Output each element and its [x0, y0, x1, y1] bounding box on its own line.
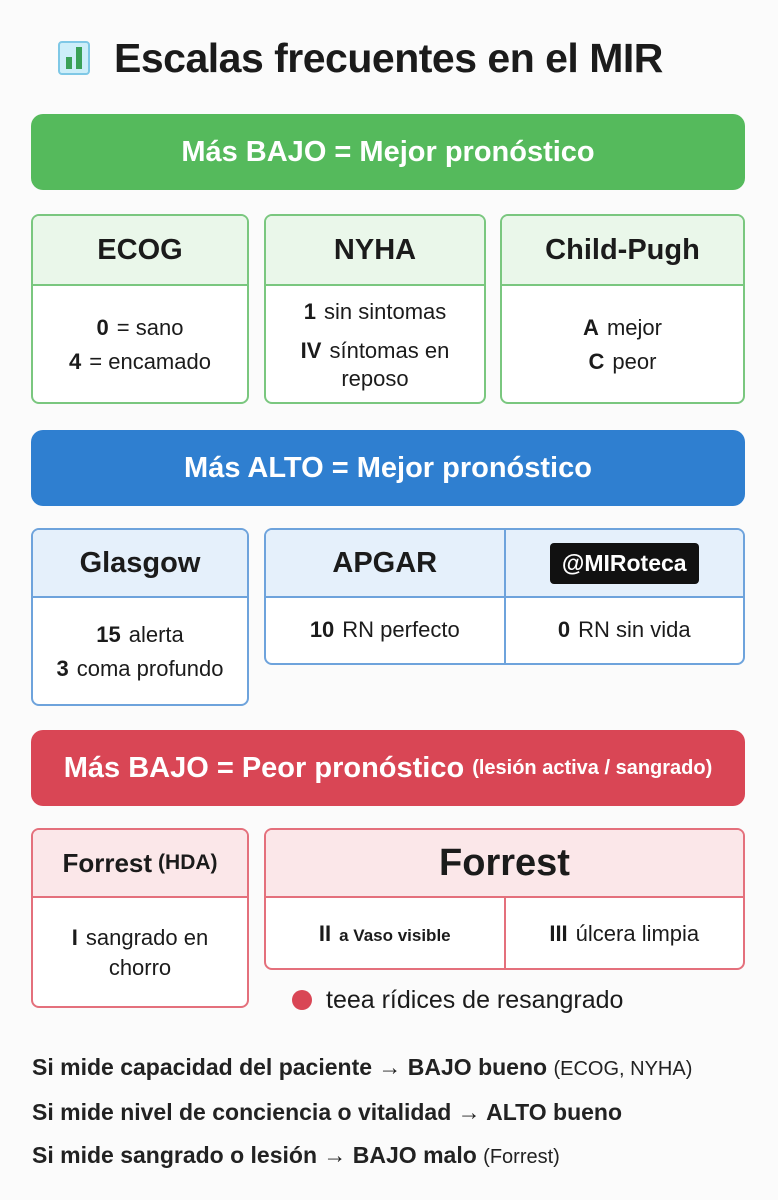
forrest-left: II a Vaso visible — [318, 920, 451, 946]
ecog-line-0: 0 = sano — [96, 314, 184, 340]
forrest-hda-line: I sangrado en chorro — [71, 925, 209, 980]
card-nyha — [264, 214, 486, 404]
forrest-right: III úlcera limpia — [504, 898, 744, 970]
card-ecog-title: ECOG — [33, 216, 247, 286]
glasgow-line-0: 15 alerta — [96, 621, 184, 647]
summary-line-1: Si mide capacidad del paciente → BAJO bueno (ECOG, NYHA) — [32, 1054, 693, 1080]
miroteca-badge: @MIRoteca — [550, 543, 699, 584]
nyha-line-1: IV síntomas en reposo — [300, 338, 450, 391]
card-forrest-title: Forrest — [266, 830, 743, 898]
card-forrest — [264, 828, 745, 970]
card-child-pugh — [500, 214, 745, 404]
banner-high-good — [31, 430, 745, 506]
red-dot-icon — [292, 990, 312, 1010]
page-title-row — [58, 28, 663, 88]
summary-footer — [32, 1046, 772, 1179]
nyha-line-0: 1 sin sintomas — [303, 298, 447, 324]
card-child-pugh-title: Child-Pugh — [502, 216, 743, 286]
banner-high-good-text: Más ALTO = Mejor pronóstico — [184, 451, 592, 484]
page-title: Escalas frecuentes en el MIR — [114, 34, 663, 81]
card-ecog — [31, 214, 249, 404]
apgar-badge-header — [506, 530, 744, 598]
card-glasgow-title: Glasgow — [33, 530, 247, 598]
summary-line-3: Si mide sangrado o lesión → BAJO malo (Forrest) — [32, 1142, 560, 1168]
legend-text: teea rídices de resangrado — [326, 985, 624, 1014]
card-glasgow — [31, 528, 249, 706]
card-apgar-title: APGAR — [266, 530, 504, 598]
banner-low-good-text: Más BAJO = Mejor pronóstico — [181, 135, 595, 168]
legend-resangrado — [292, 980, 623, 1020]
banner-low-good — [31, 114, 745, 190]
apgar-left: 10 RN perfecto — [309, 617, 460, 643]
glasgow-line-1: 3 coma profundo — [56, 656, 224, 681]
child-pugh-line-0: A mejor — [583, 314, 662, 340]
card-forrest-hda-title: Forrest (HDA) — [33, 830, 247, 898]
card-apgar — [264, 528, 745, 665]
ecog-line-1: 4 = encamado — [69, 349, 211, 374]
card-nyha-title: NYHA — [266, 216, 484, 286]
banner-low-bad-note: (lesión activa / sangrado) — [472, 756, 713, 779]
bar-chart-icon — [58, 41, 90, 75]
banner-low-bad — [31, 730, 745, 806]
child-pugh-line-1: C peor — [588, 349, 657, 374]
apgar-right: 0 RN sin vida — [557, 617, 691, 643]
summary-line-2: Si mide nivel de conciencia o vitalidad → ALTO bueno — [32, 1099, 623, 1125]
banner-low-bad-text: Más BAJO = Peor pronóstico — [63, 751, 465, 784]
card-forrest-hda — [31, 828, 249, 1008]
